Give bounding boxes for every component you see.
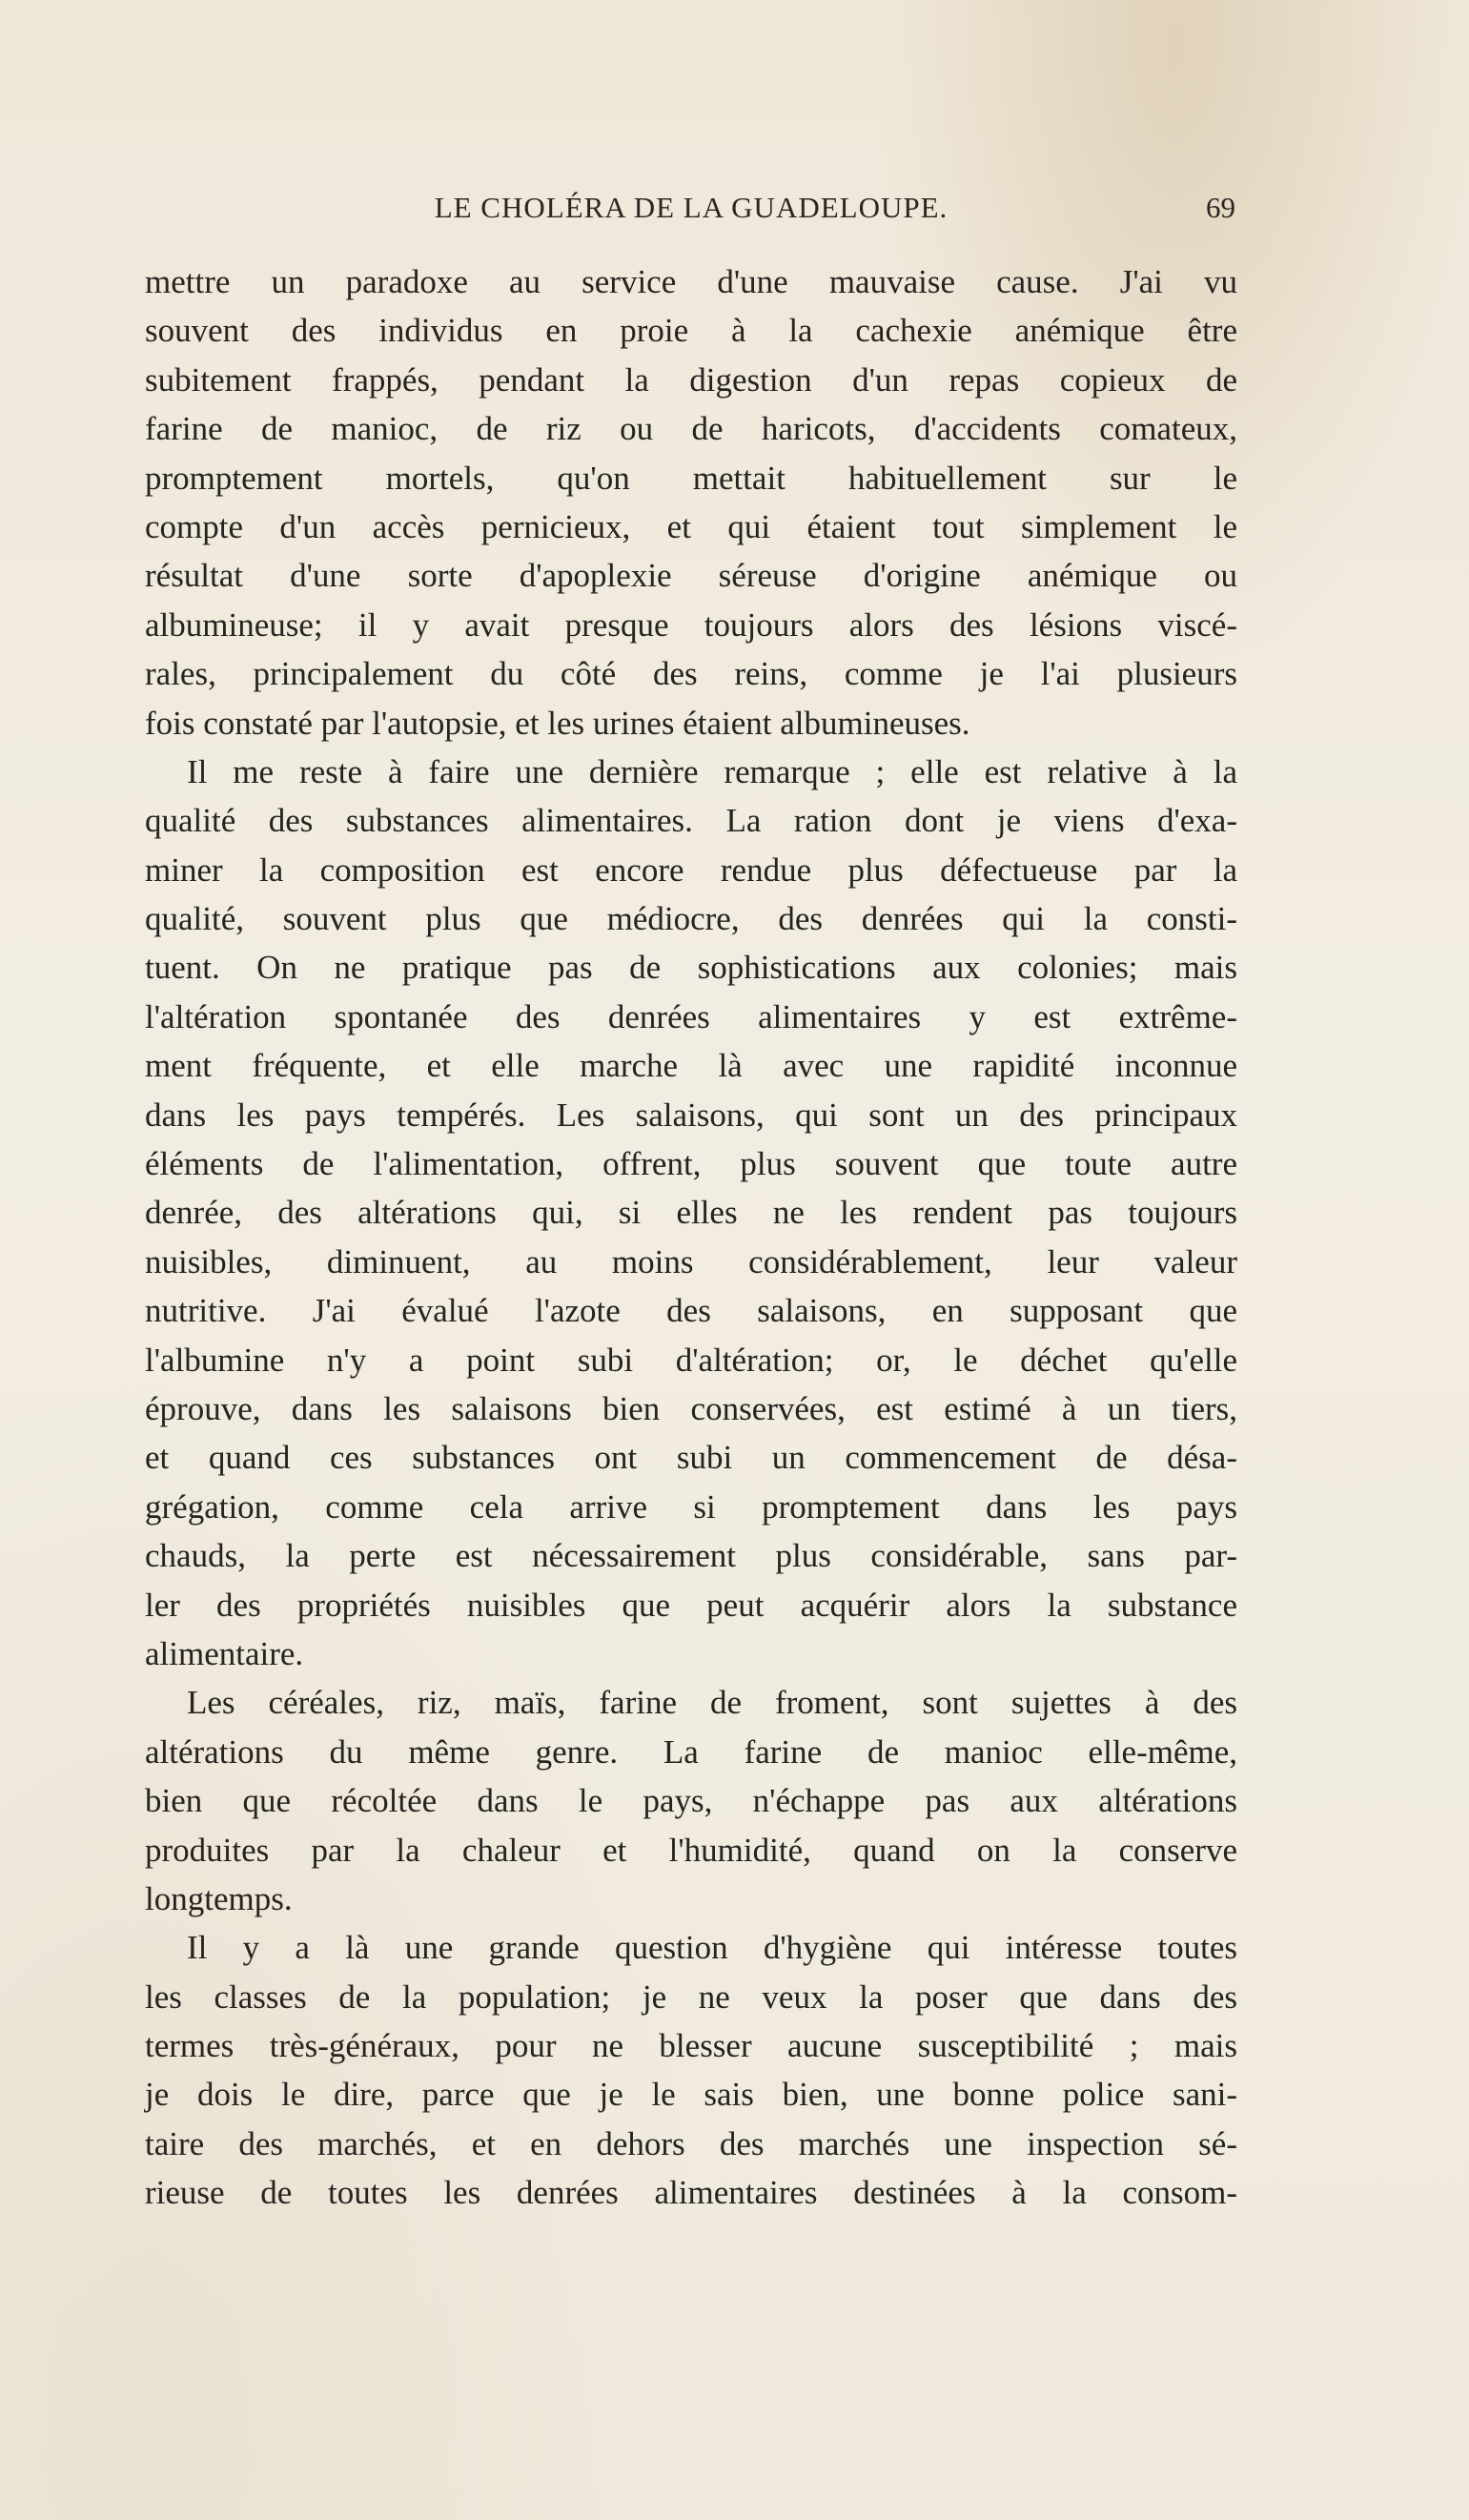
text-line: et quand ces substances ont subi un commencement de désa- <box>145 1439 1237 1477</box>
text-line: compte d'un accès pernicieux, et qui étaient tout simplement le <box>145 507 1237 545</box>
text-line: ment fréquente, et elle marche là avec une rapidité inconnue <box>145 1047 1237 1085</box>
text-line: ler des propriétés nuisibles que peut acquérir alors la substance <box>145 1586 1237 1624</box>
text-line: éléments de l'alimentation, offrent, plus souvent que toute autre <box>145 1145 1237 1183</box>
text-line: albumineuse; il y avait presque toujours alors des lésions viscé- <box>145 605 1237 644</box>
text-line: subitement frappés, pendant la digestion d'un repas copieux de <box>145 360 1237 399</box>
text-line: dans les pays tempérés. Les salaisons, qui sont un des principaux <box>145 1096 1237 1134</box>
page-number: 69 <box>1206 191 1235 224</box>
text-line: qualité, souvent plus que médiocre, des denrées qui la consti- <box>145 900 1237 938</box>
text-line: miner la composition est encore rendue plus défectueuse par la <box>145 850 1237 889</box>
text-line: grégation, comme cela arrive si promptement dans les pays <box>145 1487 1237 1526</box>
page-header <box>145 191 1237 229</box>
text-line: je dois le dire, parce que je le sais bien, une bonne police sani- <box>145 2076 1237 2114</box>
text-line: Il y a là une grande question d'hygiène qui intéresse toutes <box>187 1929 1237 1967</box>
text-line: longtemps. <box>145 1879 293 1917</box>
text-line: l'altération spontanée des denrées alimentaires y est extrême- <box>145 997 1237 1035</box>
text-line: taire des marchés, et en dehors des marchés une inspection sé- <box>145 2124 1237 2162</box>
text-line: altérations du même genre. La farine de manioc elle-même, <box>145 1732 1237 1771</box>
text-line: l'albumine n'y a point subi d'altération; or, le déchet qu'elle <box>145 1341 1237 1379</box>
text-line: les classes de la population; je ne veux la poser que dans des <box>145 1977 1237 2016</box>
text-line: alimentaire. <box>145 1634 304 1672</box>
text-line: promptement mortels, qu'on mettait habituellement sur le <box>145 459 1237 497</box>
text-line: qualité des substances alimentaires. La ration dont je viens d'exa- <box>145 802 1237 840</box>
text-line: fois constaté par l'autopsie, et les urines étaient albumineuses. <box>145 704 970 742</box>
text-line: chauds, la perte est nécessairement plus considérable, sans par- <box>145 1537 1237 1575</box>
text-line: tuent. On ne pratique pas de sophistications aux colonies; mais <box>145 949 1237 987</box>
text-line: termes très-généraux, pour ne blesser aucune susceptibilité ; mais <box>145 2027 1237 2065</box>
text-line: nuisibles, diminuent, au moins considérablement, leur valeur <box>145 1242 1237 1280</box>
text-line: denrée, des altérations qui, si elles ne les rendent pas toujours <box>145 1194 1237 1232</box>
text-line: résultat d'une sorte d'apoplexie séreuse d'origine anémique ou <box>145 557 1237 595</box>
text-line: Les céréales, riz, maïs, farine de froment, sont sujettes à des <box>187 1684 1237 1722</box>
text-line: produites par la chaleur et l'humidité, quand on la conserve <box>145 1831 1237 1869</box>
text-line: rales, principalement du côté des reins, comme je l'ai plusieurs <box>145 655 1237 693</box>
text-line: farine de manioc, de riz ou de haricots, d'accidents comateux, <box>145 410 1237 448</box>
body-text <box>145 257 1237 2218</box>
text-line: nutritive. J'ai évalué l'azote des salaisons, en supposant que <box>145 1292 1237 1330</box>
running-title: LE CHOLÉRA DE LA GUADELOUPE. <box>434 191 949 224</box>
text-line: rieuse de toutes les denrées alimentaires destinées à la consom- <box>145 2174 1237 2212</box>
text-line: mettre un paradoxe au service d'une mauvaise cause. J'ai vu <box>145 263 1237 300</box>
text-line: éprouve, dans les salaisons bien conservées, est estimé à un tiers, <box>145 1389 1237 1427</box>
text-line: Il me reste à faire une dernière remarque ; elle est relative à la <box>187 752 1237 790</box>
text-line: souvent des individus en proie à la cachexie anémique être <box>145 312 1237 350</box>
text-line: bien que récoltée dans le pays, n'échappe pas aux altérations <box>145 1782 1237 1820</box>
